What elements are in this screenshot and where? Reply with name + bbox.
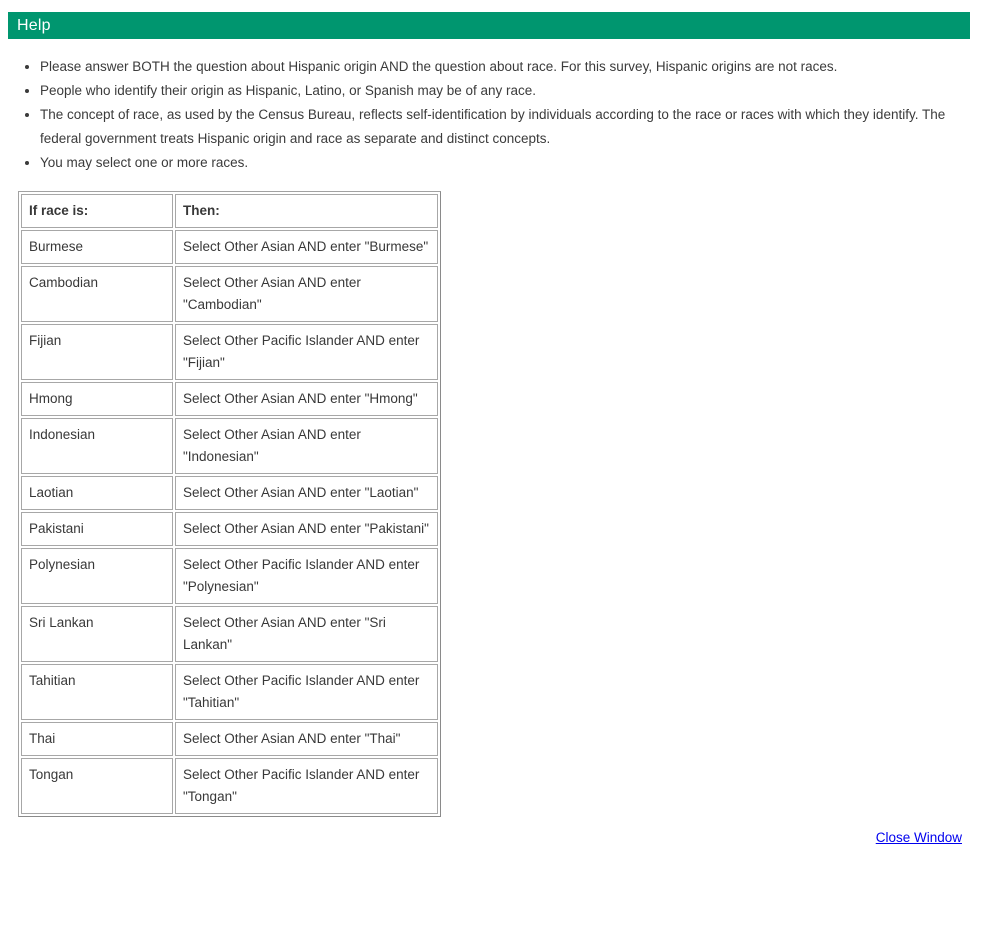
instruction-cell: Select Other Pacific Islander AND enter "Polynesian" — [175, 548, 438, 604]
race-cell: Polynesian — [21, 548, 173, 604]
bullet-item: • Please answer BOTH the question about Hispanic origin AND the question about race. For this survey, Hispanic origins are not races. — [40, 55, 960, 79]
table-row — [21, 664, 438, 720]
table-row — [21, 512, 438, 546]
help-bullets — [8, 55, 960, 175]
race-cell: Pakistani — [21, 512, 173, 546]
table-row — [21, 548, 438, 604]
instruction-cell: Select Other Pacific Islander AND enter "Fijian" — [175, 324, 438, 380]
instruction-cell: Select Other Pacific Islander AND enter "Tongan" — [175, 758, 438, 814]
race-cell: Fijian — [21, 324, 173, 380]
instruction-cell: Select Other Asian AND enter "Thai" — [175, 722, 438, 756]
race-cell: Tahitian — [21, 664, 173, 720]
instruction-cell: Select Other Asian AND enter "Sri Lankan" — [175, 606, 438, 662]
race-cell: Burmese — [21, 230, 173, 264]
table-row — [21, 266, 438, 322]
help-header: Help — [8, 12, 970, 39]
table-header-row — [21, 194, 438, 228]
column-header: If race is: — [21, 194, 173, 228]
close-window-link[interactable]: Close Window — [875, 830, 962, 845]
table-row — [21, 418, 438, 474]
race-cell: Laotian — [21, 476, 173, 510]
race-cell: Indonesian — [21, 418, 173, 474]
race-instruction-table — [18, 191, 441, 817]
column-header: Then: — [175, 194, 438, 228]
instruction-cell: Select Other Asian AND enter "Hmong" — [175, 382, 438, 416]
race-cell: Cambodian — [21, 266, 173, 322]
bullet-item: • The concept of race, as used by the Census Bureau, reflects self-identification by individuals according to the race or races with which they identify. The federal government treats Hispanic origin and race as separate and distinct concepts. — [40, 103, 960, 151]
table-row — [21, 606, 438, 662]
table-row — [21, 382, 438, 416]
table-row — [21, 476, 438, 510]
footer — [8, 829, 962, 847]
table-row — [21, 230, 438, 264]
race-cell: Sri Lankan — [21, 606, 173, 662]
table-row — [21, 758, 438, 814]
race-cell: Hmong — [21, 382, 173, 416]
table-row — [21, 722, 438, 756]
table-row — [21, 324, 438, 380]
instruction-cell: Select Other Asian AND enter "Pakistani" — [175, 512, 438, 546]
instruction-cell: Select Other Pacific Islander AND enter "Tahitian" — [175, 664, 438, 720]
bullet-item: • You may select one or more races. — [40, 151, 960, 175]
race-cell: Thai — [21, 722, 173, 756]
instruction-cell: Select Other Asian AND enter "Laotian" — [175, 476, 438, 510]
instruction-cell: Select Other Asian AND enter "Cambodian" — [175, 266, 438, 322]
instruction-cell: Select Other Asian AND enter "Burmese" — [175, 230, 438, 264]
race-cell: Tongan — [21, 758, 173, 814]
bullet-item: • People who identify their origin as Hispanic, Latino, or Spanish may be of any race. — [40, 79, 960, 103]
instruction-cell: Select Other Asian AND enter "Indonesian" — [175, 418, 438, 474]
table-body — [21, 230, 438, 814]
